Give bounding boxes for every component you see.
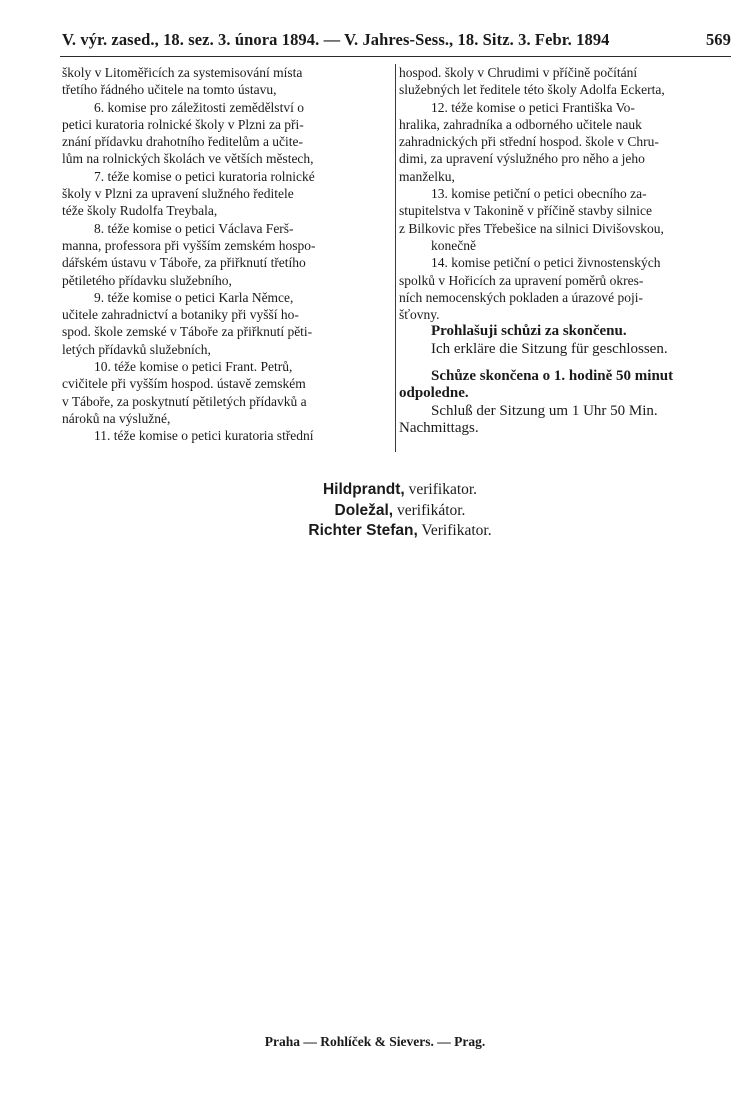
text-line: z Bilkovic přes Třebešice na silnici Divišovskou, xyxy=(399,220,664,236)
signer-name: Hildprandt, xyxy=(322,481,405,498)
text-line: dářském ústavu v Táboře, za přiřknutí třetího xyxy=(62,255,306,271)
text-line: manna, professora při vyšším zemském hospo- xyxy=(62,237,316,253)
session-end-cz-cont: odpoledne. xyxy=(399,385,469,402)
text-line: hospod. školy v Chrudimi v příčině počítání xyxy=(399,65,638,80)
text-line: letých přídavků služebních, xyxy=(62,341,211,357)
signature-line xyxy=(250,501,550,522)
page-number: 569 xyxy=(705,30,731,49)
signature-block xyxy=(250,480,550,542)
text-line: pětiletého přídavku služebního, xyxy=(62,272,232,288)
text-line: zahradnických při střední hospod. škole v Chru- xyxy=(399,134,659,150)
session-end-de: Schluß der Sitzung um 1 Uhr 50 Min. xyxy=(431,402,658,419)
closing-statement-de: Ich erkläre die Sitzung für geschlossen. xyxy=(431,340,668,357)
item-10: 10. téže komise o petici Frant. Petrů, xyxy=(94,359,293,375)
text-line: šťovny. xyxy=(399,307,440,323)
item-6: 6. komise pro záležitosti zemědělství o xyxy=(94,99,304,115)
text-line: ních nemocenských pokladen a úrazové poji- xyxy=(399,289,644,305)
item-9: 9. téže komise o petici Karla Němce, xyxy=(94,289,294,305)
item-13: 13. komise petiční o petici obecního za- xyxy=(431,186,647,202)
right-column xyxy=(399,64,729,437)
text-line: třetího řádného učitele na tomto ústavu, xyxy=(62,82,277,98)
printer-imprint: Praha — Rohlíček & Sievers. — Prag. xyxy=(264,1034,486,1049)
text-line: hralika, zahradníka a odborného učitele nauk xyxy=(399,116,642,132)
text-line: v Táboře, za poskytnutí pětiletých přídavků a xyxy=(62,393,307,409)
closing-statement-cz: Prohlašuji schůzi za skončenu. xyxy=(431,323,627,340)
text-line: školy v Litoměřicích za systemisování místa xyxy=(62,65,303,80)
signer-role: verifikátor. xyxy=(397,501,466,519)
text-line: dimi, za upravení výslužného pro něho a jeho xyxy=(399,151,645,167)
text-line: znání přídavku drahotního ředitelům a učite- xyxy=(62,134,304,150)
header-rule xyxy=(60,56,731,57)
text-line: manželku, xyxy=(399,168,455,184)
item-7: 7. téže komise o petici kuratoria rolnické xyxy=(94,168,315,184)
text-line: školy v Plzni za upravení služného ředitele xyxy=(62,186,294,202)
signer-name: Doležal, xyxy=(334,501,394,519)
left-column xyxy=(62,64,392,445)
column-divider xyxy=(395,64,396,452)
signature-line xyxy=(250,480,550,501)
text-line: spod. škole zemské v Táboře za přiřknutí pěti- xyxy=(62,324,313,340)
text-line: spolků v Hořicích za upravení poměrů okres- xyxy=(399,272,644,288)
signer-role: verifikator. xyxy=(408,481,478,498)
text-line: téže školy Rudolfa Treybala, xyxy=(62,203,218,219)
text-line: lům na rolnických školách ve větších městech, xyxy=(62,151,314,167)
text-line: učitele zahradnictví a botaniky při vyšší ho- xyxy=(62,307,299,323)
header-title: V. výr. zased., 18. sez. 3. února 1894. — V. Jahres-Sess., 18. Sitz. 3. Febr. 1894 xyxy=(62,30,610,49)
text-line: petici kuratoria rolnické školy v Plzni za při- xyxy=(62,116,304,132)
signer-role: Verifikator. xyxy=(421,522,492,539)
item-12: 12. téže komise o petici Františka Vo- xyxy=(431,99,635,115)
text-line: cvičitele při vyšším hospod. ústavě zemském xyxy=(62,376,306,392)
text-line: konečně xyxy=(431,237,476,253)
item-11: 11. téže komise o petici kuratoria střední xyxy=(94,428,314,444)
text-line: nároků na výslužné, xyxy=(62,410,171,426)
signer-name: Richter Stefan, xyxy=(308,522,418,539)
item-8: 8. téže komise o petici Václava Ferš- xyxy=(94,220,294,236)
session-end-cz: Schůze skončena o 1. hodině 50 minut xyxy=(431,368,674,385)
text-line: služebných let ředitele této školy Adolfa Eckerta, xyxy=(399,82,665,98)
signature-line xyxy=(250,521,550,542)
item-14: 14. komise petiční o petici živnostenských xyxy=(431,255,661,271)
text-line: stupitelstva v Takonině v příčině stavby silnice xyxy=(399,203,653,219)
session-end-de-cont: Nachmittags. xyxy=(399,419,479,436)
